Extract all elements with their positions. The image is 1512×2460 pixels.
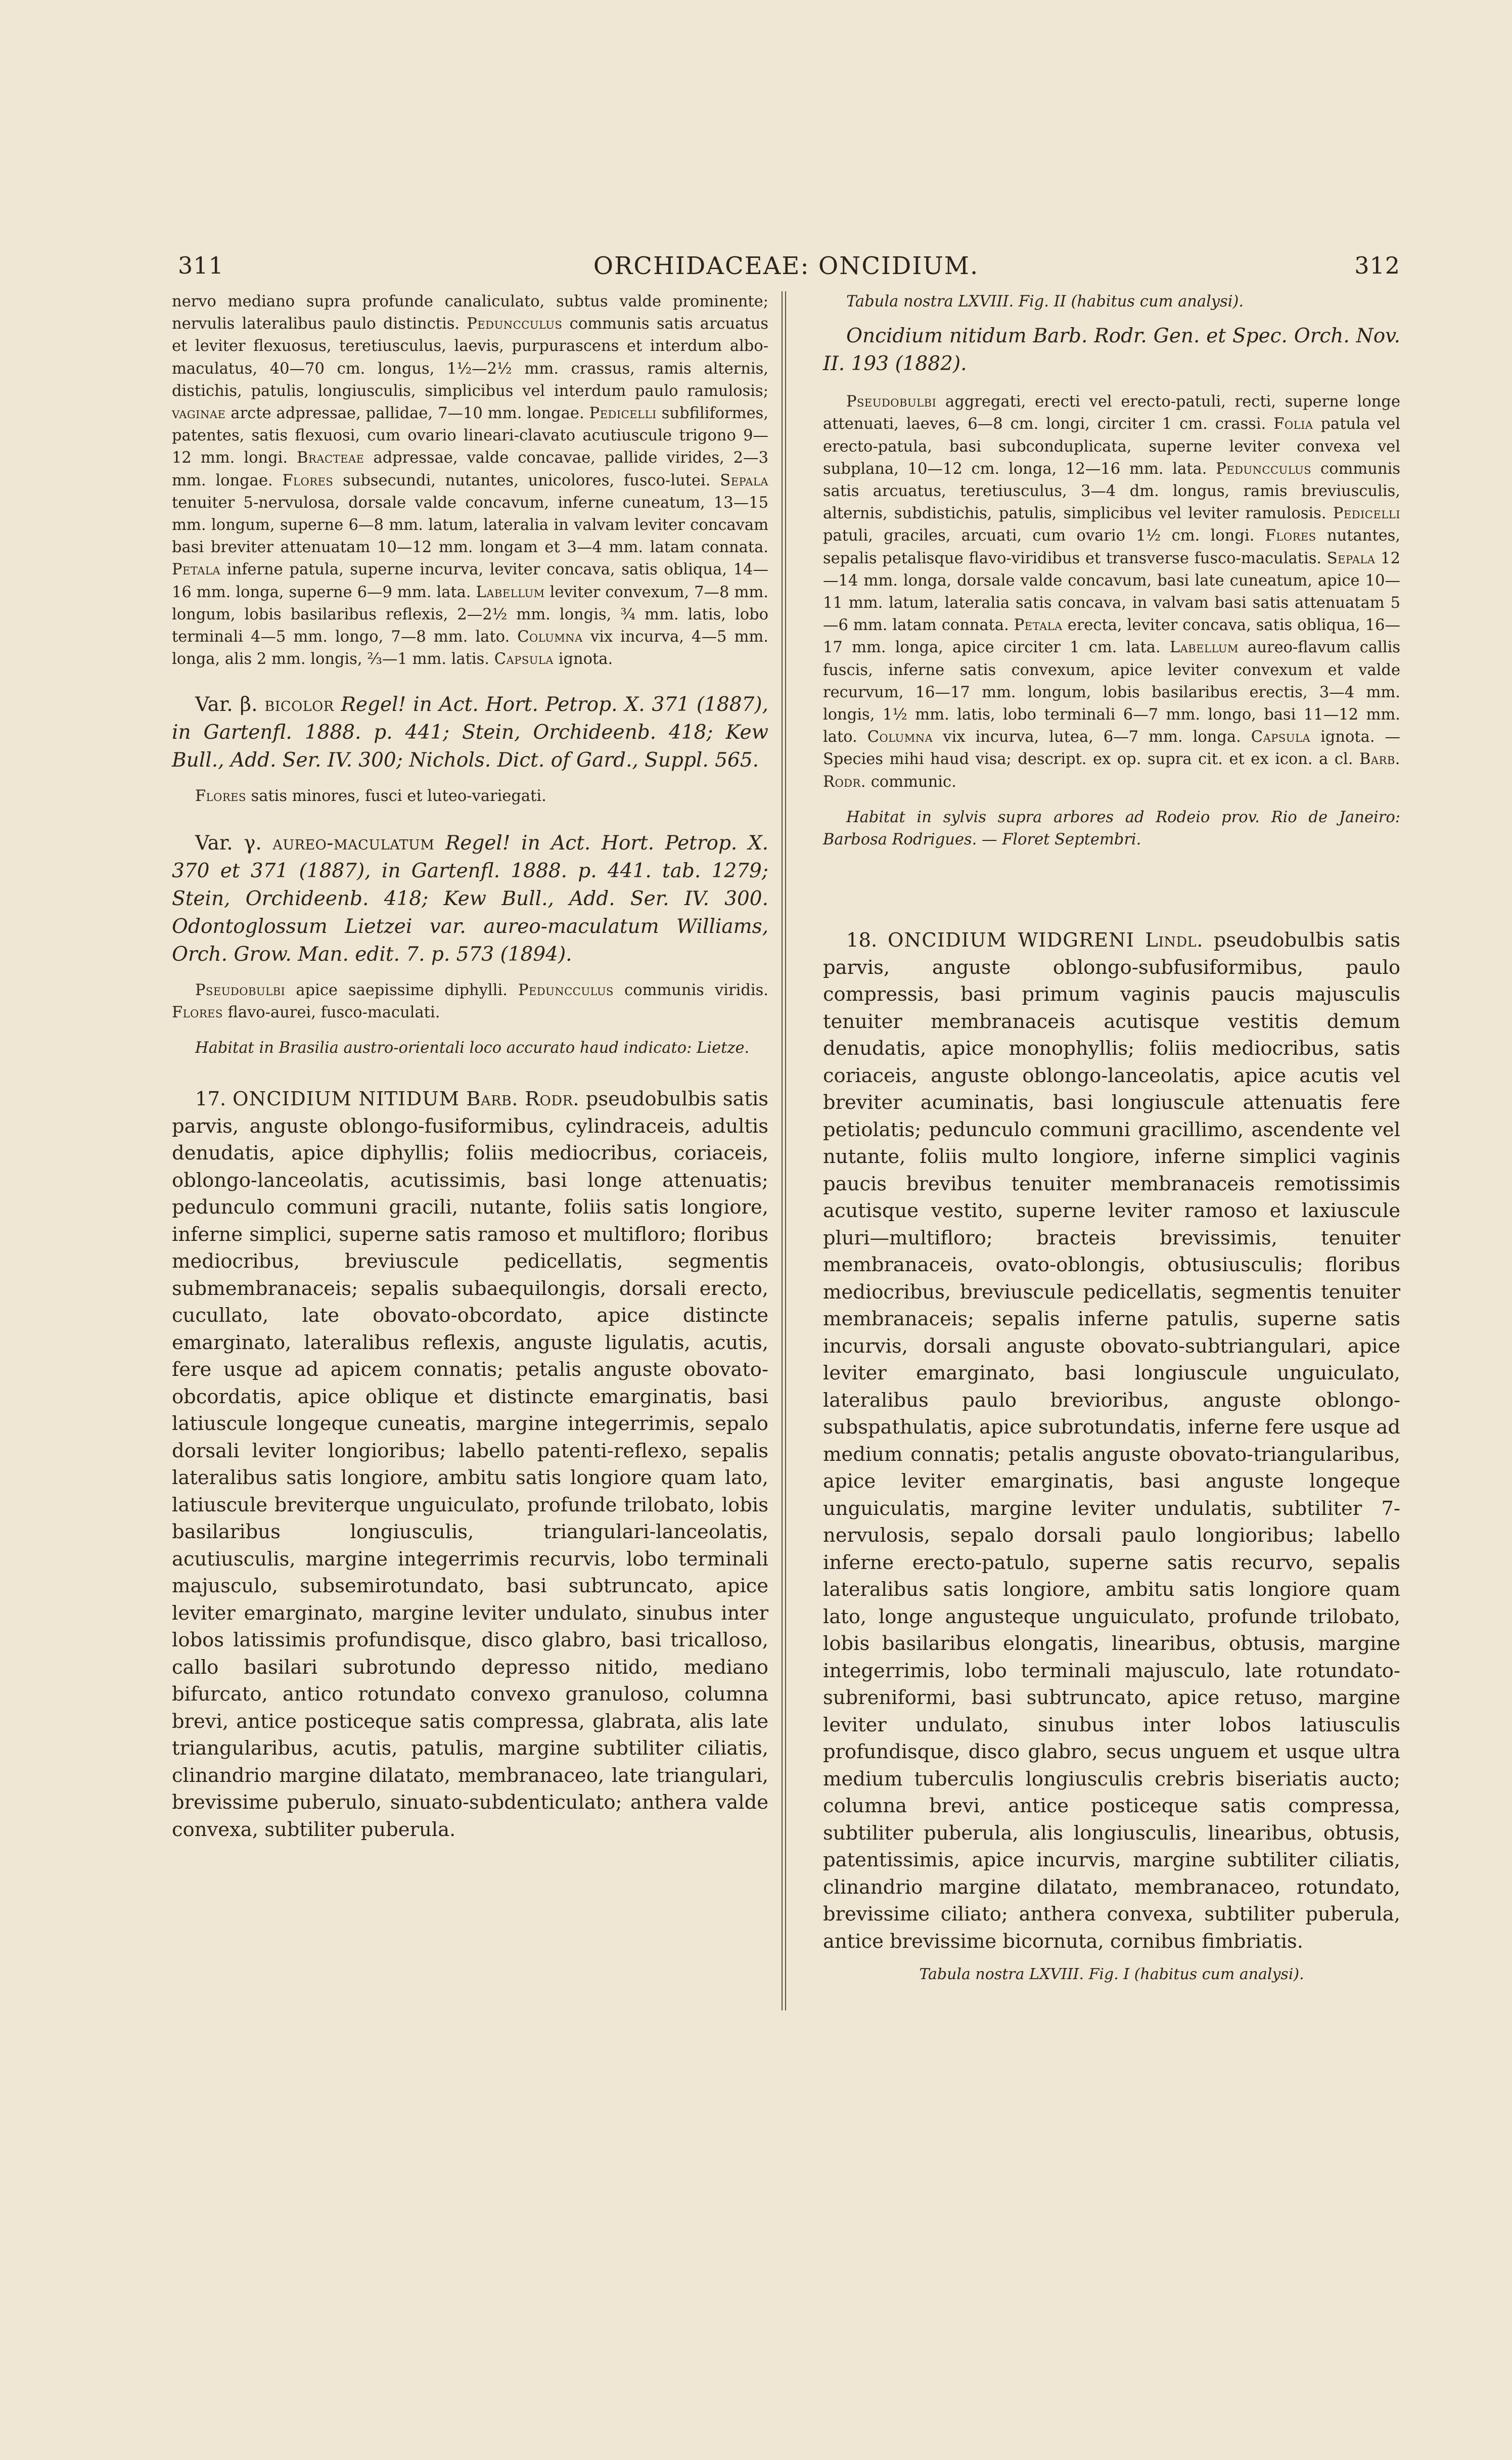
variety-beta-reference: Var. β. bicolor Regel! in Act. Hort. Petrop. X. 371 (1887), in Gartenfl. 1888. p. 441; Stein, Orchideenb. 418; Kew Bull., Add. Ser. IV. 300; Nichols. Dict. of Gard., Suppl. 565. — [172, 693, 768, 772]
page-header — [172, 252, 1400, 282]
species-18-entry: 18. ONCIDIUM WIDGRENI Lindl. pseudobulbis satis parvis, anguste oblongo-subfusiformibus, paulo compressis, basi primum vaginis paucis majusculis tenuiter membranaceis acutisque vestitis demum denudatis, apice monophyllis; foliis mediocribus, satis coriaceis, anguste oblongo-lanceolatis, apice acutis vel breviter acuminatis, basi longiuscule attenuatis fere petiolatis; pedunculo communi gracillimo, ascendente vel nutante, foliis multo longiore, inferne simplici vaginis paucis brevibus tenuiter membranaceis remotissimis acutisque vestito, superne leviter ramoso et laxiuscule pluri—multifloro; bracteis brevissimis, tenuiter membranaceis, ovato-oblongis, obtusiusculis; floribus mediocribus, breviuscule pedicellatis, segmentis tenuiter membranaceis; sepalis inferne patulis, superne satis incurvis, dorsali anguste obovato-subtriangulari, apice leviter emarginato, basi longiuscule unguiculato, lateralibus paulo brevioribus, anguste oblongo-subspathulatis, apice subrotundatis, inferne fere usque ad medium connatis; petalis anguste obovato-triangularibus, apice leviter emarginatis, basi anguste longeque unguiculatis, margine leviter undulatis, subtiliter 7-nervulosis, sepalo dorsali paulo longioribus; labello inferne erecto-patulo, superne satis recurvo, sepalis lateralibus satis longiore, ambitu satis longiore quam lato, longe angusteque unguiculato, profunde trilobato, lobis basilaribus elongatis, linearibus, obtusis, margine integerrimis, lobo terminali majusculo, late rotundato-subreniformi, basi subtruncato, apice retuso, margine leviter undulato, sinubus inter lobos latiusculis profundisque, disco glabro, secus unguem et usque ultra medium tuberculis longiusculis crebris biseriatis aucto; columna brevi, antice posticeque satis compressa, subtiliter puberula, alis longiusculis, linearibus, obtusis, patentissimis, apice incurvis, margine subtiliter ciliatis, clinandrio margine dilatato, membranaceo, rotundato, brevissime ciliato; anthera convexa, subtiliter puberula, antice brevissime bicornuta, cornibus fimbriatis. — [823, 929, 1400, 1953]
column-divider — [782, 291, 786, 2010]
species-17-description: Pseudobulbi aggregati, erecti vel erecto-patuli, recti, superne longe attenuati, laeves, 6—8 cm. longi, circiter 1 cm. crassi. Folia patula vel erecto-patula, basi subconduplicata, superne leviter convexa vel subplana, 10—12 cm. longa, 12—16 mm. lata. Peduncculus communis satis arcuatus, teretiusculus, 3—4 dm. longus, ramis breviusculis, alternis, subdistichis, patulis, simplicibus vel leviter ramulosis. Pedicelli patuli, graciles, arcuati, cum ovario 1½ cm. longi. Flores nutantes, sepalis petalisque flavo-viridibus et transverse fusco-maculatis. Sepala 12—14 mm. longa, dorsale valde concavum, basi late cuneatum, apice 10—11 mm. latum, lateralia satis concava, in valvam basi satis attenuatam 5—6 mm. latam connata. Petala erecta, leviter concava, satis obliqua, 16—17 mm. longa, apice circiter 1 cm. lata. Labellum aureo-flavum callis fuscis, inferne satis convexum, apice leviter convexum et valde recurvum, 16—17 mm. longum, lobis basilaribus erectis, 3—4 mm. longis, 1½ mm. latis, lobo terminali 6—7 mm. longo, basi 11—12 mm. lato. Columna vix incurva, lutea, 6—7 mm. longa. Capsula ignota. — Species mihi haud visa; descript. ex op. supra cit. et ex icon. a cl. Barb. Rodr. communic. — [823, 393, 1400, 791]
running-title: ORCHIDACEAE: ONCIDIUM. — [593, 252, 979, 280]
description-continued: nervo mediano supra profunde canaliculato, subtus valde prominente; nervulis lateralibus paulo distinctis. Peduncculus communis satis arcuatus et leviter flexuosus, teretiusculus, laevis, purpurascens et interdum albo-maculatus, 40—70 cm. longus, 1½—2½ mm. crassus, ramis alternis, distichis, patulis, longiusculis, simplicibus vel interdum paulo ramulosis; vaginae arcte adpressae, pallidae, 7—10 mm. longae. Pedicelli subfiliformes, patentes, satis flexuosi, cum ovario lineari-clavato acutiuscule trigono 9—12 mm. longi. Bracteae adpressae, valde concavae, pallide virides, 2—3 mm. longae. Flores subsecundi, nutantes, unicolores, fusco-lutei. Sepala tenuiter 5-nervulosa, dorsale valde concavum, inferne cuneatum, 13—15 mm. longum, superne 6—8 mm. latum, lateralia in valvam leviter concavam basi breviter attenuatam 10—12 mm. longam et 3—4 mm. latam connata. Petala inferne patula, superne incurva, leviter concava, satis obliqua, 14—16 mm. longa, superne 6—9 mm. lata. Labellum leviter convexum, 7—8 mm. longum, lobis basilaribus reflexis, 2—2½ mm. longis, ¾ mm. latis, lobo terminali 4—5 mm. longo, 7—8 mm. lato. Columna vix incurva, 4—5 mm. longa, alis 2 mm. longis, ⅔—1 mm. latis. Capsula ignota. — [172, 293, 769, 668]
habitat-note-17: Habitat in sylvis supra arbores ad Rodeio prov. Rio de Janeiro: Barbosa Rodrigues. — Floret Septembri. — [823, 808, 1400, 849]
variety-beta-description: Flores satis minores, fusci et luteo-variegati. — [195, 787, 546, 806]
species-17-entry: 17. ONCIDIUM NITIDUM Barb. Rodr. pseudobulbis satis parvis, anguste oblongo-fusiformibus, cylindraceis, adultis denudatis, apice diphyllis; foliis mediocribus, coriaceis, oblongo-lanceolatis, acutissimis, basi longe attenuatis; pedunculo communi gracili, nutante, foliis satis longiore, inferne simplici, superne satis ramoso et multifloro; floribus mediocribus, breviuscule pedicellatis, segmentis submembranaceis; sepalis subaequilongis, dorsali erecto, cucullato, late obovato-obcordato, apice distincte emarginato, lateralibus reflexis, anguste ligulatis, acutis, fere usque ad apicem connatis; petalis anguste obovato-obcordatis, apice oblique et distincte emarginatis, basi latiuscule longeque cuneatis, margine integerrimis, sepalo dorsali leviter longioribus; labello patenti-reflexo, sepalis lateralibus satis longiore, ambitu satis longiore quam lato, latiuscule breviterque unguiculato, profunde trilobato, lobis basilaribus longiusculis, triangulari-lanceolatis, acutiusculis, margine integerrimis recurvis, lobo terminali majusculo, subsemirotundato, basi subtruncato, apice leviter emarginato, margine leviter undulato, sinubus inter lobos latissimis profundisque, disco glabro, basi tricalloso, callo basilari subrotundo depresso nitido, mediano bifurcato, antico rotundato convexo granuloso, columna brevi, antice posticeque satis compressa, glabrata, alis late triangularibus, acutis, patulis, margine subtiliter ciliatis, clinandrio margine dilatato, membranaceo, late triangulari, brevissime puberulo, sinuato-subdenticulato; anthera valde convexa, subtiliter puberula. — [172, 1088, 769, 1841]
plate-reference-2: Tabula nostra LXVIII. Fig. I (habitus cum analysi). — [919, 1965, 1304, 1984]
right-column — [823, 291, 1400, 1985]
variety-gamma-reference: Var. γ. aureo-maculatum Regel! in Act. Hort. Petrop. X. 370 et 371 (1887), in Gartenfl. 1888. p. 441. tab. 1279; Stein, Orchideenb. 418; Kew Bull., Add. Ser. IV. 300. Odontoglossum Lietzei var. aureo-maculatum Williams, Orch. Grow. Man. edit. 7. p. 573 (1894). — [172, 831, 769, 966]
plate-reference-1: Tabula nostra LXVIII. Fig. II (habitus cum analysi). — [846, 293, 1244, 310]
synonym-reference: Oncidium nitidum Barb. Rodr. Gen. et Spec. Orch. Nov. II. 193 (1882). — [823, 325, 1400, 376]
page-number-right: 312 — [1354, 252, 1400, 279]
variety-gamma-description: Pseudobulbi apice saepissime diphylli. Peduncculus communis viridis. Flores flavo-aurei, fusco-maculati. — [172, 981, 768, 1021]
habitat-note: Habitat in Brasilia austro-orientali loco accurato haud indicato: Lietze. — [195, 1039, 750, 1057]
left-column — [172, 291, 768, 1843]
page-number-left: 311 — [178, 252, 224, 279]
